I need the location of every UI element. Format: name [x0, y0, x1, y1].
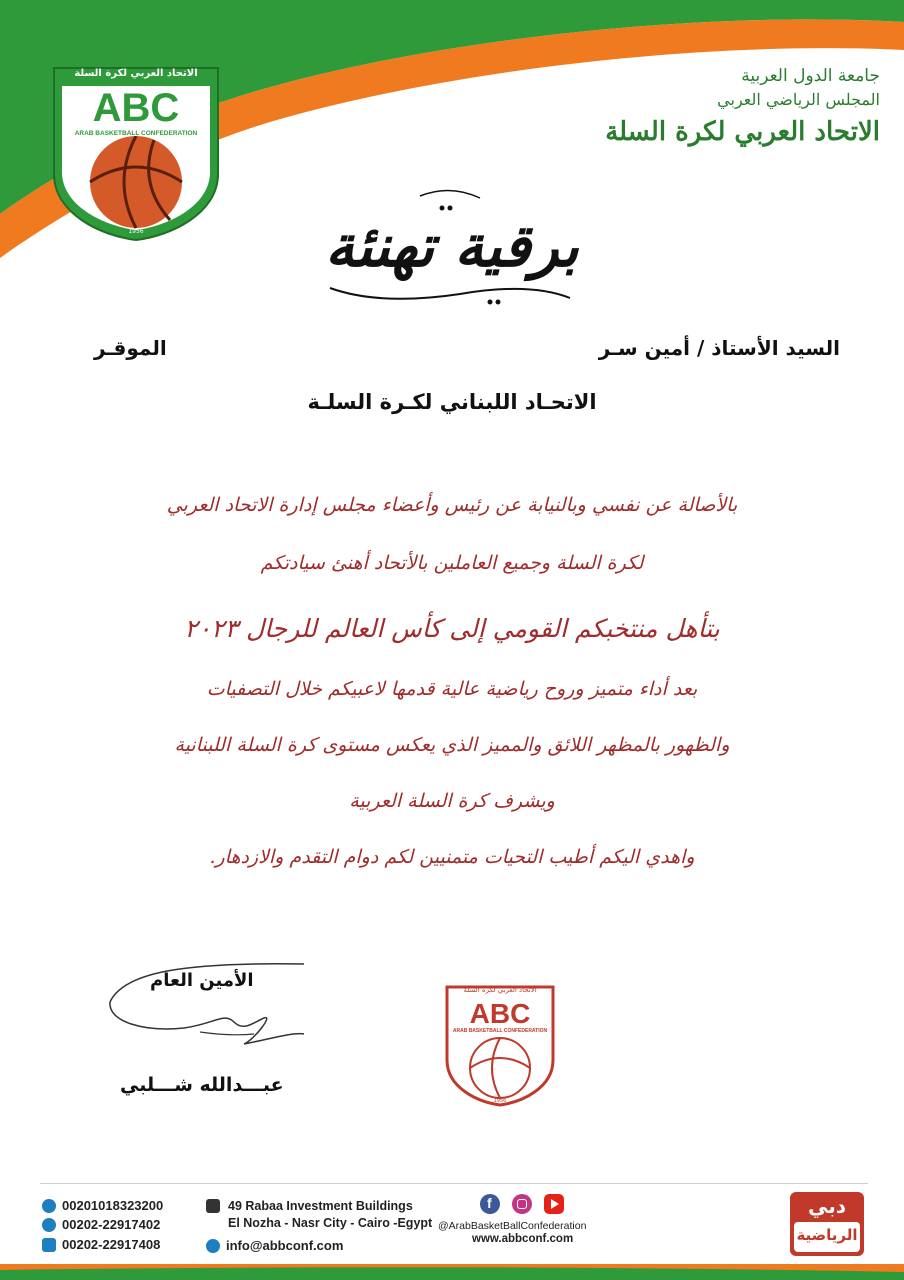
phone-mobile-text: 00201018323200	[62, 1198, 164, 1213]
stamp-abbr: ABC	[469, 998, 531, 1029]
footer-divider	[40, 1183, 868, 1184]
body-line-3: بتأهل منتخبكم القومي إلى كأس العالم للرجال ٢٠٢٣	[184, 614, 720, 643]
stamp-year: 1956	[493, 1098, 507, 1104]
youtube-icon	[544, 1194, 564, 1214]
dubai-sports-logo	[790, 1192, 864, 1256]
email	[206, 1238, 343, 1253]
phone-mobile	[42, 1198, 163, 1213]
phone-fax-text: 00202-22917408	[62, 1237, 161, 1252]
abc-stamp	[444, 984, 556, 1108]
logo-abbr: ABC	[92, 86, 180, 130]
body-line-1: بالأصالة عن نفسي وبالنيابة عن رئيس وأعضاء مجلس إدارة الاتحاد العربي	[166, 494, 738, 516]
logo-year: 1956	[128, 228, 144, 235]
addressee-federation: الاتحـاد اللبناني لكـرة السلـة	[307, 390, 597, 414]
phone-icon	[42, 1218, 56, 1232]
org-line-league: جامعة الدول العربية	[741, 66, 880, 86]
address-line-2: El Nozha - Nasr City - Cairo -Egypt	[228, 1216, 433, 1230]
addressee-honorific: الموقـر	[94, 336, 167, 360]
addressee-name: السيد الأستاذ / أمين سـر	[598, 336, 840, 360]
phone-landline	[42, 1217, 160, 1232]
facebook-icon: f	[480, 1194, 500, 1214]
body-line-5: والظهور بالمظهر اللائق والمميز الذي يعكس مستوى كرة السلة اللبنانية	[174, 734, 730, 756]
body-line-6: ويشرف كرة السلة العربية	[349, 790, 555, 812]
abc-logo	[50, 64, 222, 242]
website: www.abbconf.com	[472, 1233, 574, 1245]
signature-title: الأمين العام	[150, 970, 254, 991]
org-line-federation: الاتحاد العربي لكرة السلة	[605, 117, 880, 147]
phone-fax	[42, 1237, 160, 1252]
organization-names	[580, 64, 880, 152]
address-line-1: 49 Rabaa Investment Buildings	[228, 1199, 413, 1213]
email-text: info@abbconf.com	[226, 1238, 344, 1253]
logo-sub: ARAB BASKETBALL CONFEDERATION	[74, 130, 198, 137]
body-line-7: واهدي اليكم أطيب التحيات متمنيين لكم دوام التقدم والازدهار.	[209, 846, 695, 868]
logo-top-text: الاتحاد العربي لكرة السلة	[74, 68, 198, 79]
email-icon	[206, 1239, 220, 1253]
sponsor-top: دبي	[807, 1194, 846, 1218]
title-calligraphy	[300, 178, 604, 318]
social-handle: @ArabBasketBallConfederation	[438, 1220, 587, 1232]
stamp-top-text: الاتحاد العربي لكرة السلة	[463, 986, 537, 994]
footer-color-bar	[0, 1264, 904, 1280]
phone-landline-text: 00202-22917402	[62, 1217, 161, 1232]
location-icon	[206, 1199, 220, 1213]
org-line-council: المجلس الرياضي العربي	[717, 90, 880, 109]
stamp-sub: ARAB BASKETBALL CONFEDERATION	[452, 1028, 548, 1034]
signature-name: عبـــدالله شـــلبي	[120, 1074, 284, 1096]
whatsapp-icon	[42, 1199, 56, 1213]
body-line-2: لكرة السلة وجميع العاملين بالأتحاد أهنئ سيادتكم	[260, 552, 644, 574]
instagram-icon	[512, 1194, 532, 1214]
page-title: برقية تهنئة	[325, 212, 579, 280]
fax-icon	[42, 1238, 56, 1252]
sponsor-bottom: الرياضية	[796, 1226, 858, 1244]
address	[228, 1198, 432, 1232]
body-line-4: بعد أداء متميز وروح رياضية عالية قدمها لاعبيكم خلال التصفيات	[206, 678, 698, 700]
